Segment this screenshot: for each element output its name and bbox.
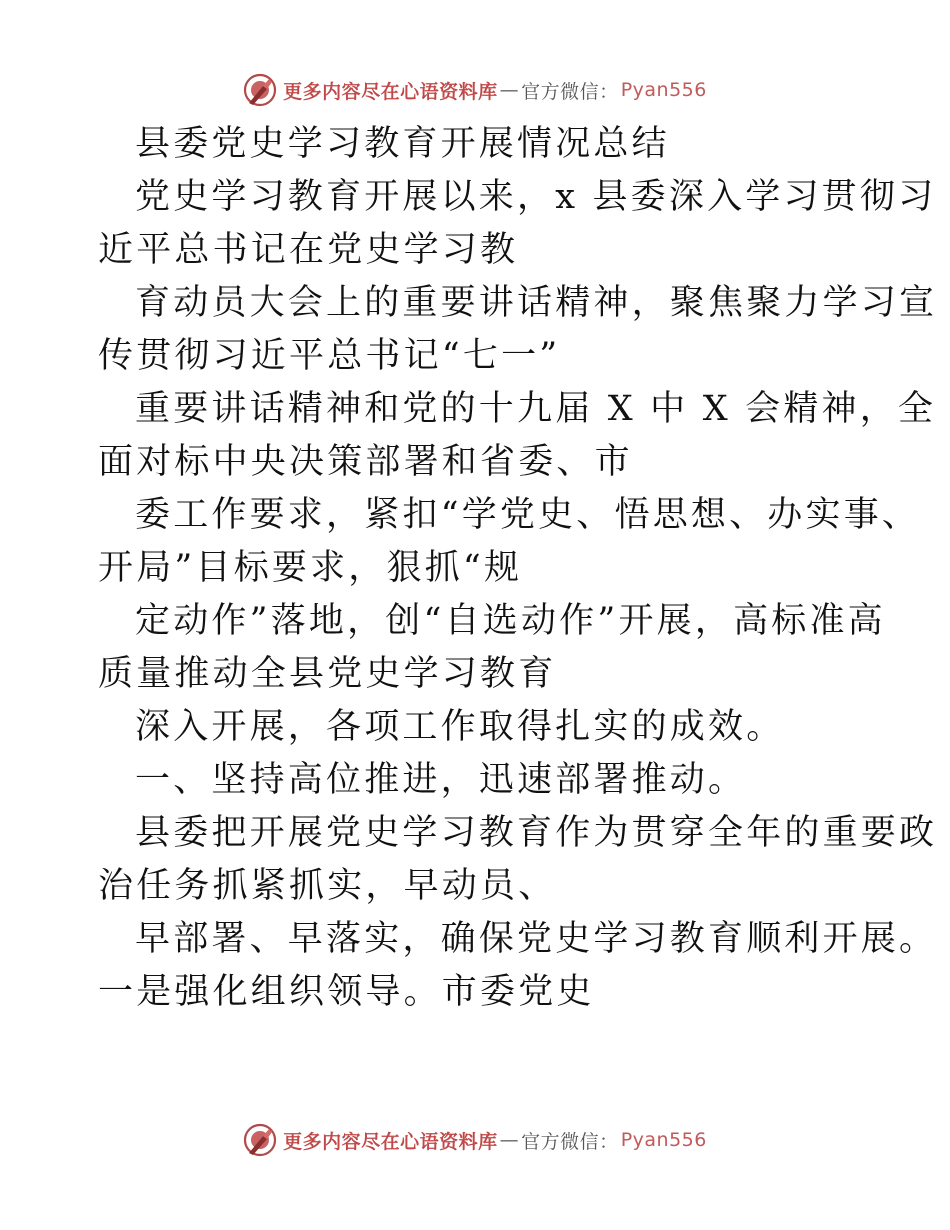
watermark-wechat-id: Pyan556 [620, 79, 707, 101]
pen-logo-icon [243, 1123, 277, 1157]
text-line: 一是强化组织领导。市委党史 [98, 972, 595, 1012]
watermark-footer [0, 1120, 950, 1160]
watermark-wechat-label: 官方微信： [521, 80, 619, 103]
text-line: 育动员大会上的重要讲话精神，聚焦聚力学习宣 [135, 283, 938, 323]
text-line: 重要讲话精神和党的十九届 X 中 X 会精神，全 [135, 389, 937, 429]
text-line: 党史学习教育开展以来，x 县委深入学习贯彻习 [135, 177, 937, 217]
section-heading: 一、坚持高位推进，迅速部署推动。 [135, 760, 747, 800]
text-line: 早部署、早落实，确保党史学习教育顺利开展。 [135, 919, 938, 959]
watermark-separator: — [499, 79, 520, 101]
pen-logo-icon [243, 73, 277, 107]
document-title: 县委党史学习教育开展情况总结 [135, 124, 670, 164]
watermark-header [0, 70, 950, 110]
text-line: 质量推动全县党史学习教育 [98, 654, 557, 694]
text-line: 近平总书记在党史学习教 [98, 230, 519, 270]
text-line: 委工作要求，紧扣“学党史、悟思想、办实事、 [135, 495, 921, 535]
text-line: 县委把开展党史学习教育作为贯穿全年的重要政 [135, 813, 938, 853]
text-line: 定动作”落地，创“自选动作”开展，高标准高 [135, 601, 886, 641]
document-body [98, 118, 938, 1019]
watermark-wechat-id: Pyan556 [620, 1129, 707, 1151]
text-line: 开局”目标要求，狠抓“规 [98, 548, 523, 588]
text-line: 传贯彻习近平总书记“七一” [98, 336, 561, 376]
text-line: 面对标中央决策部署和省委、市 [98, 442, 633, 482]
text-line: 深入开展，各项工作取得扎实的成效。 [135, 707, 785, 747]
watermark-site-text: 更多内容尽在心语资料库 [283, 80, 498, 103]
watermark-wechat-label: 官方微信： [521, 1130, 619, 1153]
watermark-separator: — [499, 1129, 520, 1151]
watermark-site-text: 更多内容尽在心语资料库 [283, 1130, 498, 1153]
text-line: 治任务抓紧抓实，早动员、 [98, 866, 557, 906]
